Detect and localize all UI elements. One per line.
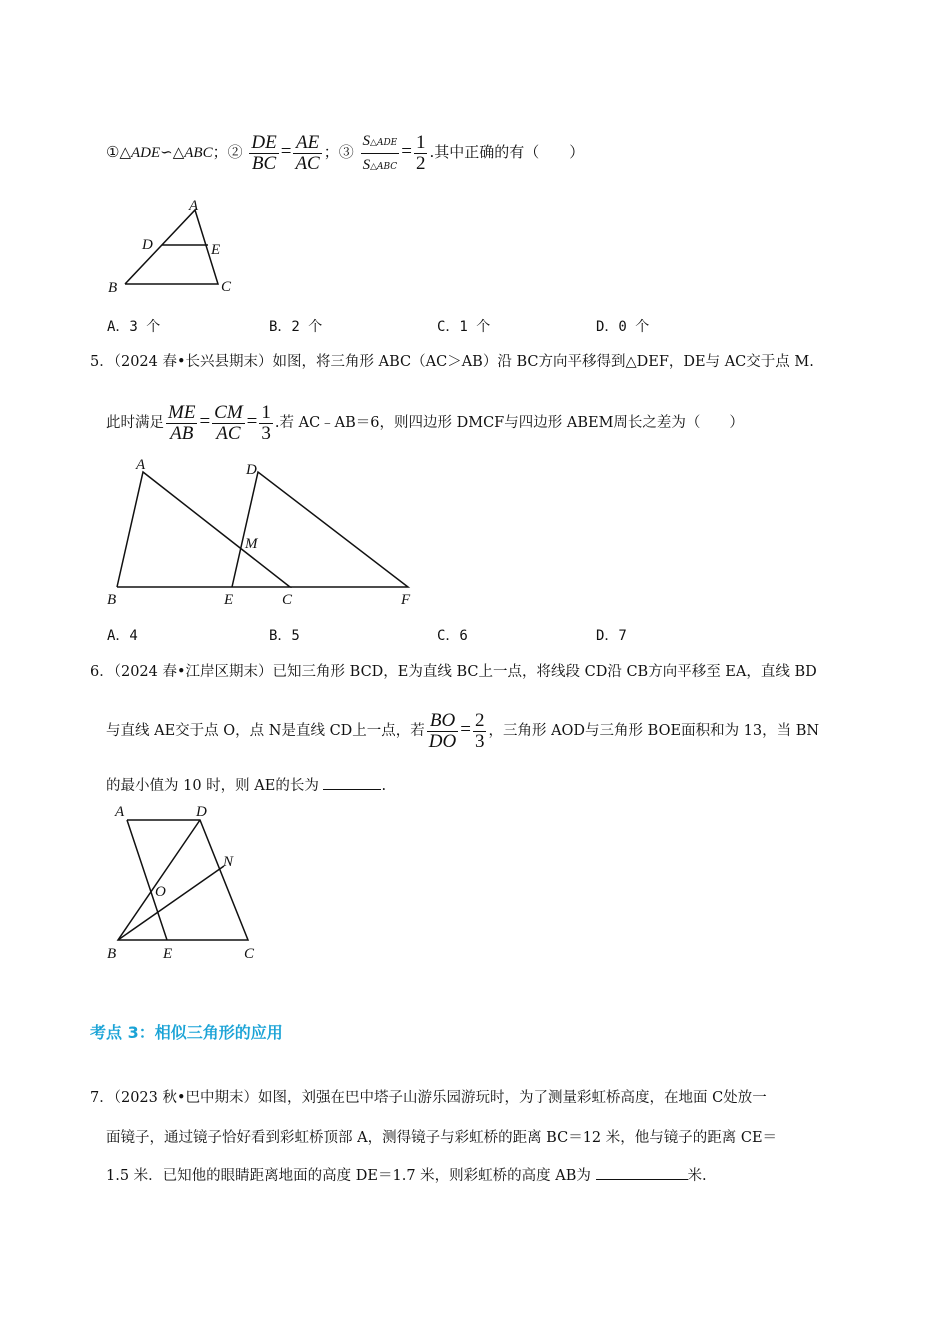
q4-statements [106, 128, 584, 176]
q5-f2-den: AC [216, 422, 241, 444]
q6-fraction-bo-do [427, 711, 458, 752]
q4-option-c[interactable]: C．1 个 [437, 319, 491, 335]
section-3-title: 考点 3：相似三角形的应用 [90, 1023, 283, 1042]
q6-stem-line3 [106, 774, 386, 795]
q4-stmt3-prefix: ；③ [323, 143, 354, 161]
q5-suffix: .若 AC﹣AB＝6，则四边形 DMCF与四边形 ABEM周长之差为（ ） [274, 415, 744, 431]
q4-stmt1-abc: ABC [184, 145, 213, 161]
q4-fraction-ae-ac [293, 133, 321, 174]
q4-f1-num: DE [251, 131, 277, 153]
q4-f3-num [361, 130, 400, 154]
q4-f3-den-sub: △ABC [370, 161, 398, 172]
q6-label-e: E [163, 946, 173, 962]
q5-eq2: = [246, 411, 258, 432]
q5-f3-den: 3 [261, 422, 271, 444]
q4-triangle-abc [125, 210, 221, 284]
q7-stem-line2: 面镜子，通过镜子恰好看到彩虹桥顶部 A，测得镜子与彩虹桥的距离 BC＝12 米，他与镜子的距离 CE＝ [106, 1130, 778, 1146]
q4-f3-den [361, 154, 400, 177]
q6-line3-text: 的最小值为 10 时，则 AE的长为 [106, 778, 319, 794]
q5-triangle-abc [117, 472, 290, 587]
q6-label-n: N [223, 854, 234, 870]
q6-stem-line1: 6．（2024 春•江岸区期末）已知三角形 BCD，E为直线 BC上一点，将线段 CD沿 CB方向平移至 EA，直线 BD [90, 664, 817, 680]
q5-label-a: A [136, 457, 146, 473]
q5-stem-line2 [106, 398, 744, 446]
q5-option-b[interactable]: B．5 [269, 628, 300, 644]
q6-line2-b: ，三角形 AOD与三角形 BOE面积和为 13，当 BN [488, 723, 820, 739]
q5-prefix: 此时满足 [106, 415, 164, 431]
q6-figure [100, 798, 270, 968]
q6-v-num: 2 [474, 709, 485, 731]
q6-v-den: 3 [474, 730, 485, 752]
q6-label-d: D [196, 804, 207, 820]
q4-stmt1-sim: ∽△ [160, 143, 185, 161]
q6-answer-blank[interactable] [323, 775, 381, 790]
q4-stmt1-prefix: ①△ [106, 143, 131, 161]
q5-fraction-third [259, 403, 273, 444]
q7-line3-text: 1.5 米．已知他的眼睛距离地面的高度 DE＝1.7 米，则彩虹桥的高度 AB为 [106, 1168, 591, 1184]
q5-f1-den: AB [170, 422, 194, 444]
q6-label-a: A [115, 804, 125, 820]
q7-stem-line3 [106, 1164, 707, 1185]
q5-f1-num: ME [168, 401, 196, 423]
q6-shape-bcd-bd [118, 820, 248, 940]
q4-option-d[interactable]: D．0 个 [596, 319, 650, 335]
q6-line2-a: 与直线 AE交于点 O，点 N是直线 CD上一点，若 [106, 723, 425, 739]
q4-eq2: = [401, 141, 412, 162]
q4-f4-num: 1 [415, 131, 426, 153]
q5-fraction-me-ab [166, 403, 197, 444]
q7-answer-blank[interactable] [596, 1165, 688, 1180]
q6-segment-bn [118, 866, 224, 940]
q6-label-o: O [155, 884, 166, 900]
q4-f3-den-s: S [362, 156, 371, 173]
q4-f3-num-sub: △ADE [370, 137, 398, 148]
q5-triangle-def [232, 472, 408, 587]
q5-f2-num: CM [214, 401, 243, 423]
q6-label-b: B [107, 946, 117, 962]
q5-label-e: E [224, 592, 234, 608]
q5-option-a[interactable]: A．4 [107, 628, 138, 644]
q4-fraction-de-bc [249, 133, 278, 174]
q4-f4-den: 2 [415, 152, 426, 174]
q4-f3-num-s: S [362, 132, 371, 149]
q5-stem-line1: 5．（2024 春•长兴县期末）如图，将三角形 ABC（AC＞AB）沿 BC方向平移得到△DEF，DE与 AC交于点 M. [90, 354, 814, 370]
q6-segment-ae [127, 820, 167, 940]
q4-label-e: E [211, 242, 221, 258]
q5-eq1: = [199, 411, 211, 432]
q5-figure [100, 452, 430, 612]
q6-line3-end: . [381, 778, 387, 794]
q5-option-c[interactable]: C．6 [437, 628, 468, 644]
q4-stmt1-ade: ADE [130, 145, 161, 161]
q4-f2-num: AE [293, 133, 321, 154]
q5-option-d[interactable]: D．7 [596, 628, 627, 644]
q4-figure [100, 192, 250, 302]
q4-label-d: D [142, 237, 153, 253]
q4-question-tail: .其中正确的有（ ） [429, 143, 585, 161]
q4-label-c: C [221, 279, 232, 295]
q4-f2-den: AC [295, 152, 320, 174]
q4-stmt2-prefix: ；② [212, 143, 243, 161]
q5-fraction-cm-ac [212, 403, 245, 444]
q5-label-f: F [401, 592, 411, 608]
q6-eq: = [460, 719, 471, 740]
q6-fraction-two-thirds [473, 711, 487, 752]
q4-option-b[interactable]: B．2 个 [269, 319, 323, 335]
q6-f-den: DO [428, 730, 457, 752]
q5-label-c: C [282, 592, 293, 608]
q7-line3-end: 米. [687, 1168, 707, 1184]
q5-label-b: B [107, 592, 117, 608]
q5-label-m: M [245, 536, 258, 552]
q4-fraction-half [414, 133, 428, 174]
q6-label-c: C [244, 946, 255, 962]
q6-stem-line2 [106, 706, 819, 754]
q5-f3-num: 1 [261, 401, 271, 423]
q4-eq1: = [280, 141, 292, 162]
q4-label-a: A [189, 198, 199, 214]
q7-stem-line1: 7．（2023 秋•巴中期末）如图，刘强在巴中塔子山游乐园游玩时，为了测量彩虹桥高度，在地面 C处放一 [90, 1090, 767, 1106]
q4-f1-den: BC [251, 152, 277, 174]
q5-label-d: D [246, 462, 257, 478]
q4-option-a[interactable]: A．3 个 [107, 319, 161, 335]
q4-fraction-area [361, 130, 400, 177]
q4-label-b: B [108, 280, 118, 296]
q6-f-num: BO [427, 711, 458, 732]
